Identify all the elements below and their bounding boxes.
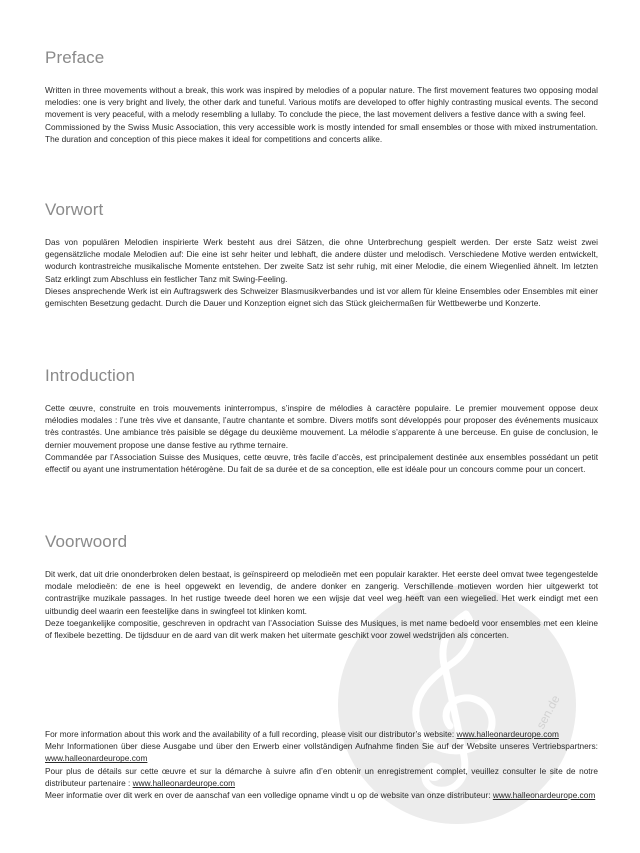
footer-text: Meer informatie over dit werk en over de aanschaf van een volledige opname vindt u op de website van onze distributeur: — [45, 790, 493, 801]
paragraph: Dit werk, dat uit drie ononderbroken delen bestaat, is geïnspireerd op melodieën met een populair karakter. Het eerste deel omvat twee tegengestelde modale melodieën: de ene is heel opgewekt en levendig, de andere donker en zangerig. Verschillende motieven worden hier uitgewerkt tot contrastrijke muzikale passages. In het rustige tweede deel horen we een wijsje dat veel weg heeft van een wiegelied. Het werk eindigt met een uitbundig deel waarin een feestelijke dans in swingfeel tot klinken komt. — [45, 569, 598, 616]
distributor-link[interactable]: www.halleonardeurope.com — [45, 753, 148, 764]
footer-line-en — [45, 728, 598, 740]
section-heading: Preface — [45, 48, 105, 67]
paragraph: Commandée par l’Association Suisse des Musiques, cette œuvre, très facile d’accès, est principalement destinée aux ensembles possédant un petit effectif ou ayant une instrumentation hétérogène. Du fait de sa durée et de sa conception, elle est idéale pour un concours comme pour un concert. — [45, 451, 598, 475]
distributor-link[interactable]: www.halleonardeurope.com — [456, 729, 559, 739]
paragraph: Deze toegankelijke compositie, geschreven in opdracht van l’Association Suisse des Musiques, is met name bedoeld voor ensembles met een kleine of flexibele bezetting. De tijdsduur en de aard van dit werk maken het uitermate geschikt voor zowel wedstrijden als concerten. — [45, 617, 598, 641]
paragraph: Das von populären Melodien inspirierte Werk besteht aus drei Sätzen, die ohne Unterbrechung gespielt werden. Der erste Satz weist zwei gegensätzliche modale Melodien auf: Die eine ist sehr heiter und lebhaft, die andere düster und melodisch. Verschiedene Motive werden entwickelt, wodurch kontrastreiche musikalische Momente entstehen. Der zweite Satz ist sehr ruhig, mit einer Melodie, die einem Wiegenlied ähnelt. Im letzten Satz erklingt zum Abschluss ein festlicher Tanz mit Swing-Feeling. — [45, 237, 598, 284]
section-heading: Voorwoord — [45, 532, 128, 551]
footer-line-fr — [45, 765, 598, 789]
section-heading: Vorwort — [45, 200, 104, 219]
paragraph: Cette œuvre, construite en trois mouvements ininterrompus, s’inspire de mélodies à caractère populaire. Le premier mouvement oppose deux mélodies modales : l’une très vive et dansante, l’autre chantante et sombre. Divers motifs sont développés pour proposer des événements musicaux très contrastés. Une ambiance très paisible se dégage du deuxième mouvement. La mélodie s’apparente à une berceuse. En guise de conclusion, le dernier mouvement propose une danse festive au rythme ternaire. — [45, 403, 598, 450]
distributor-link[interactable]: www.halleonardeurope.com — [492, 790, 596, 801]
voorwoord-section — [45, 532, 598, 641]
paragraph: Dieses ansprechende Werk ist ein Auftragswerk des Schweizer Blasmusikverbandes und ist vor allem für kleine Ensembles oder Ensembles mit einer gemischten Besetzung gedacht. Durch die Dauer und Konzeption eignet sich das Stück gleichermaßen für Wettbewerbe und Konzerte. — [45, 285, 598, 309]
footer-text: Pour plus de détails sur cette œuvre et sur la démarche à suivre afin d’en obtenir un enregistrement complet, veuillez consulter le site de notre distributeur partenaire : — [45, 765, 598, 788]
footer-text: For more information about this work and the availability of a full recording, please visit our distributor’s website: — [45, 729, 457, 739]
distributor-footer — [45, 728, 598, 801]
section-heading: Introduction — [45, 366, 136, 385]
distributor-link[interactable]: www.halleonardeurope.com — [132, 777, 236, 788]
vorwort-section — [45, 200, 598, 309]
paragraph: Written in three movements without a break, this work was inspired by melodies of a popular nature. The first movement features two opposing modal melodies: one is very bright and lively, the other dark and tuneful. Various motifs are developed to offer highly contrasting musical events. The second movement is very peaceful, with a melody resembling a lullaby. To conclude the piece, the last movement delivers a festive dance with a swing feel. — [45, 85, 598, 120]
footer-line-nl — [45, 789, 598, 801]
footer-line-de — [45, 740, 598, 764]
watermark-text: sen.de — [533, 692, 563, 732]
paragraph: Commissioned by the Swiss Music Association, this very accessible work is mostly intended for small ensembles or those with mixed instrumentation. The duration and conception of this piece makes it ideal for competitions and concerts alike. — [45, 121, 598, 144]
footer-text: Mehr Informationen über diese Ausgabe und über den Erwerb einer vollständigen Aufnahme finden Sie auf der Website unseres Vertriebspartners: — [45, 741, 598, 752]
introduction-section — [45, 366, 598, 475]
preface-section — [45, 48, 598, 145]
